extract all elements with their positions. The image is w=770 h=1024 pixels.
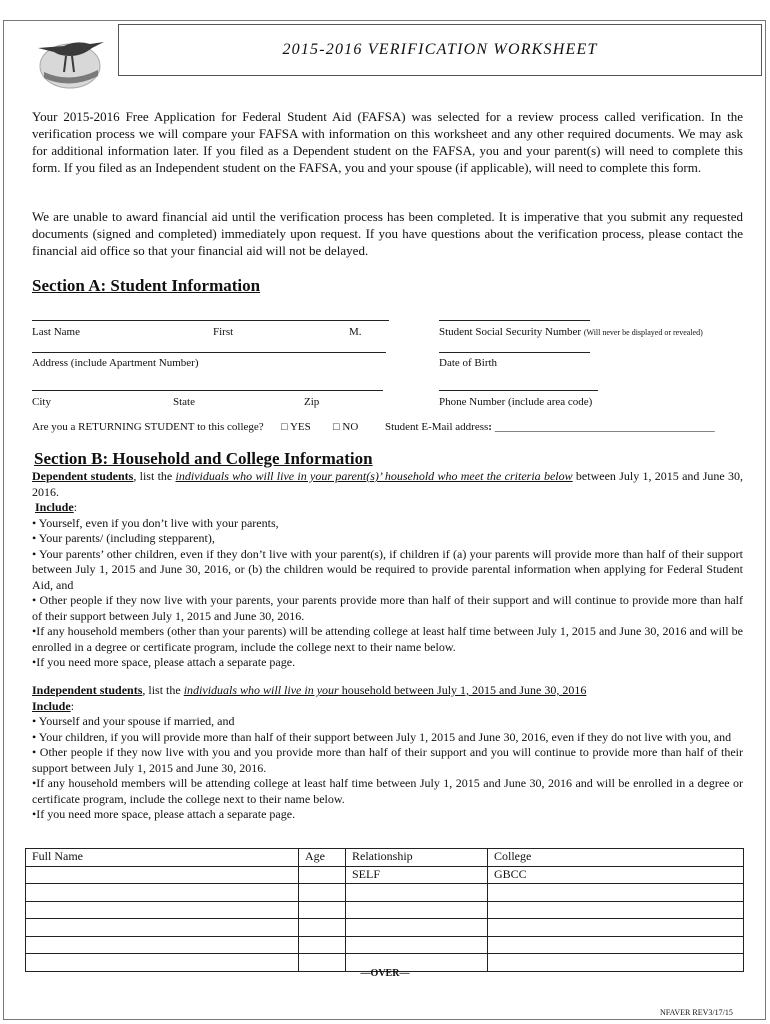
dependent-include-label: Include bbox=[35, 500, 74, 514]
revision-code: NFAVER REV3/17/15 bbox=[660, 1008, 733, 1017]
city-state-zip-line[interactable] bbox=[32, 390, 383, 391]
address-label: Address (include Apartment Number) bbox=[32, 357, 199, 369]
ssn-label bbox=[439, 326, 703, 338]
table-row bbox=[26, 936, 744, 954]
cell-age[interactable] bbox=[299, 936, 346, 954]
returning-yes-checkbox[interactable]: □ YES bbox=[281, 421, 311, 433]
table-row bbox=[26, 866, 744, 884]
email-label: Student E-Mail address bbox=[385, 421, 489, 433]
cell-college[interactable] bbox=[488, 884, 744, 902]
independent-item: • Other people if they now live with you and you provide more than half of their support and you will continue to provide more than half of their support between July 1, 2015 and June 30, 2016. bbox=[32, 745, 743, 775]
ssn-note: (Will never be displayed or revealed) bbox=[583, 328, 703, 337]
ssn-label-text: Student Social Security Number bbox=[439, 326, 582, 338]
cell-full-name[interactable] bbox=[26, 919, 299, 937]
dependent-item: • Yourself, even if you don’t live with your parents, bbox=[32, 515, 279, 530]
middle-initial-label: M. bbox=[349, 326, 362, 338]
cell-relationship[interactable] bbox=[346, 936, 488, 954]
zip-label: Zip bbox=[304, 396, 320, 408]
dependent-criteria: individuals who will live in your parent(s)’ household who meet the criteria below bbox=[175, 469, 573, 483]
cell-relationship[interactable] bbox=[346, 901, 488, 919]
phone-label: Phone Number (include area code) bbox=[439, 396, 593, 408]
independent-criteria: individuals who will live in your bbox=[183, 683, 339, 697]
cell-age[interactable] bbox=[299, 884, 346, 902]
dob-line[interactable] bbox=[439, 352, 590, 353]
cell-college[interactable] bbox=[488, 936, 744, 954]
dependent-item: •If you need more space, please attach a separate page. bbox=[32, 655, 296, 669]
cell-full-name[interactable] bbox=[26, 901, 299, 919]
dependent-students-block: Dependent students, list the individuals who will live in your parent(s)’ household who meet the criteria below between July 1, 2015 and June 30, 2016. Include: • Yourself, even if you don’t live with your parents, • Your parents/ (including stepparent), • Your parents’ other children, even if they don’t live with your parent(s), if children if (a) your parents will provide more than half of their support between July 1, 2015 and June 30, 2016, or (b) the children would be required to provide parental information when applying for Federal Student Aid, and • Other people if they now live with your parents, your parents provide more than half of their support and will continue to provide more than half of their support between July 1, 2015 and June 30, 2016. •If any household members (other than your parents) will be attending college at least half time between July 1, 2015 and June 30, 2016 and will be enrolled in a degree or certificate program, include the college next to their name below. •If you need more space, please attach a separate page. bbox=[32, 469, 744, 669]
cell-college[interactable] bbox=[488, 919, 744, 937]
independent-item: • Yourself and your spouse if married, and bbox=[32, 714, 235, 728]
intro-paragraph-1: Your 2015-2016 Free Application for Federal Student Aid (FAFSA) was selected for a review process called verification. In the verification process we will compare your FAFSA with information on this worksheet and any other required documents. We may ask for additional information later. If you filed as a Dependent student on the FAFSA, you and your parent(s) will need to complete this form. If you filed as an Independent student on the FAFSA, you and your spouse (if applicable), will need to complete this form. bbox=[32, 109, 743, 175]
dependent-item: • Other people if they now live with your parents, your parents provide more than half of their support and will continue to provide more than half of their support between July 1, 2015 and June 30, 2016. bbox=[32, 593, 743, 623]
header-age: Age bbox=[299, 849, 346, 867]
phone-line[interactable] bbox=[439, 390, 598, 391]
cell-age[interactable] bbox=[299, 919, 346, 937]
returning-student-question: Are you a RETURNING STUDENT to this college? bbox=[32, 421, 264, 433]
heron-logo-icon bbox=[30, 26, 106, 90]
cell-college[interactable]: GBCC bbox=[488, 866, 744, 884]
dependent-mid: , list the bbox=[133, 469, 176, 483]
cell-relationship[interactable]: SELF bbox=[346, 866, 488, 884]
dob-label: Date of Birth bbox=[439, 357, 498, 369]
table-row bbox=[26, 884, 744, 902]
cell-full-name[interactable] bbox=[26, 884, 299, 902]
email-field[interactable]: ________________________________________ bbox=[494, 421, 715, 433]
page-title: 2015-2016 VERIFICATION WORKSHEET bbox=[282, 41, 598, 58]
over-marker: —OVER— bbox=[360, 968, 410, 979]
returning-no-checkbox[interactable]: □ NO bbox=[333, 421, 359, 433]
household-table bbox=[25, 848, 744, 972]
name-line[interactable] bbox=[32, 320, 389, 321]
header-relationship: Relationship bbox=[346, 849, 488, 867]
table-header-row bbox=[26, 849, 744, 867]
address-line[interactable] bbox=[32, 352, 386, 353]
cell-full-name[interactable] bbox=[26, 866, 299, 884]
title-box bbox=[118, 24, 762, 76]
city-label: City bbox=[32, 396, 51, 408]
first-name-label: First bbox=[213, 326, 234, 338]
independent-include-label: Include bbox=[32, 698, 71, 713]
independent-label: Independent students bbox=[32, 683, 143, 697]
cell-full-name[interactable] bbox=[26, 936, 299, 954]
dependent-label: Dependent students bbox=[32, 469, 134, 483]
cell-age[interactable] bbox=[299, 866, 346, 884]
independent-mid: , list the bbox=[142, 683, 184, 697]
independent-item: • Your children, if you will provide more than half of their support between July 1, 2015 and June 30, 2016, even if they do not live with you, and bbox=[32, 729, 732, 744]
section-b-heading: Section B: Household and College Information bbox=[34, 449, 373, 468]
cell-relationship[interactable] bbox=[346, 884, 488, 902]
table-row bbox=[26, 901, 744, 919]
independent-students-block: Independent students, list the individuals who will live in your household between July 1, 2015 and June 30, 2016 Include: • Yourself and your spouse if married, and • Your children, if you will provide more than half of their support between July 1, 2015 and June 30, 2016, even if they do not live with you, and • Other people if they now live with you and you provide more than half of their support and you will continue to provide more than half of their support between July 1, 2015 and June 30, 2016. •If any household members will be attending college at least half time between July 1, 2015 and June 30, 2016 and will be enrolled in a degree or certificate program, include the college next to their name below. •If you need more space, please attach a separate page. bbox=[32, 683, 743, 821]
independent-dates: household between July 1, 2015 and June 30, 2016 bbox=[338, 683, 587, 697]
header-college: College bbox=[488, 849, 744, 867]
cell-relationship[interactable] bbox=[346, 919, 488, 937]
dependent-item: • Your parents’ other children, even if they don’t live with your parent(s), if children if (a) your parents will provide more than half of their support between July 1, 2015 and June 30, 2016, or (b) the children would be required to provide parental information when applying for Federal Student Aid, and bbox=[32, 546, 743, 592]
header-full-name: Full Name bbox=[26, 849, 299, 867]
dependent-dates: between July 1, 2015 and June 30, 2016. bbox=[32, 469, 744, 499]
intro-paragraph-2: We are unable to award financial aid until the verification process has been completed. It is imperative that you submit any requested documents (signed and completed) immediately upon request. If you have questions about the verification process, please contact the financial aid office so that your financial aid will not be delayed. bbox=[32, 209, 743, 258]
state-label: State bbox=[173, 396, 195, 408]
table-row bbox=[26, 919, 744, 937]
section-a-heading: Section A: Student Information bbox=[32, 276, 261, 295]
independent-item: •If any household members will be attending college at least half time between July 1, 2015 and June 30, 2016 and will be enrolled in a degree or certificate program, include the college next to their name below. bbox=[32, 776, 743, 806]
dependent-item: • Your parents/ (including stepparent), bbox=[32, 531, 215, 545]
independent-item: •If you need more space, please attach a separate page. bbox=[32, 807, 296, 821]
email-colon: : bbox=[488, 421, 492, 433]
dependent-item: •If any household members (other than your parents) will be attending college at least half time between July 1, 2015 and June 30, 2016 and will be enrolled in a degree or certificate program, include the college next to their name below. bbox=[32, 624, 743, 654]
cell-age[interactable] bbox=[299, 901, 346, 919]
email-row bbox=[385, 421, 715, 433]
last-name-label: Last Name bbox=[32, 326, 80, 338]
ssn-line[interactable] bbox=[439, 320, 590, 321]
cell-college[interactable] bbox=[488, 901, 744, 919]
